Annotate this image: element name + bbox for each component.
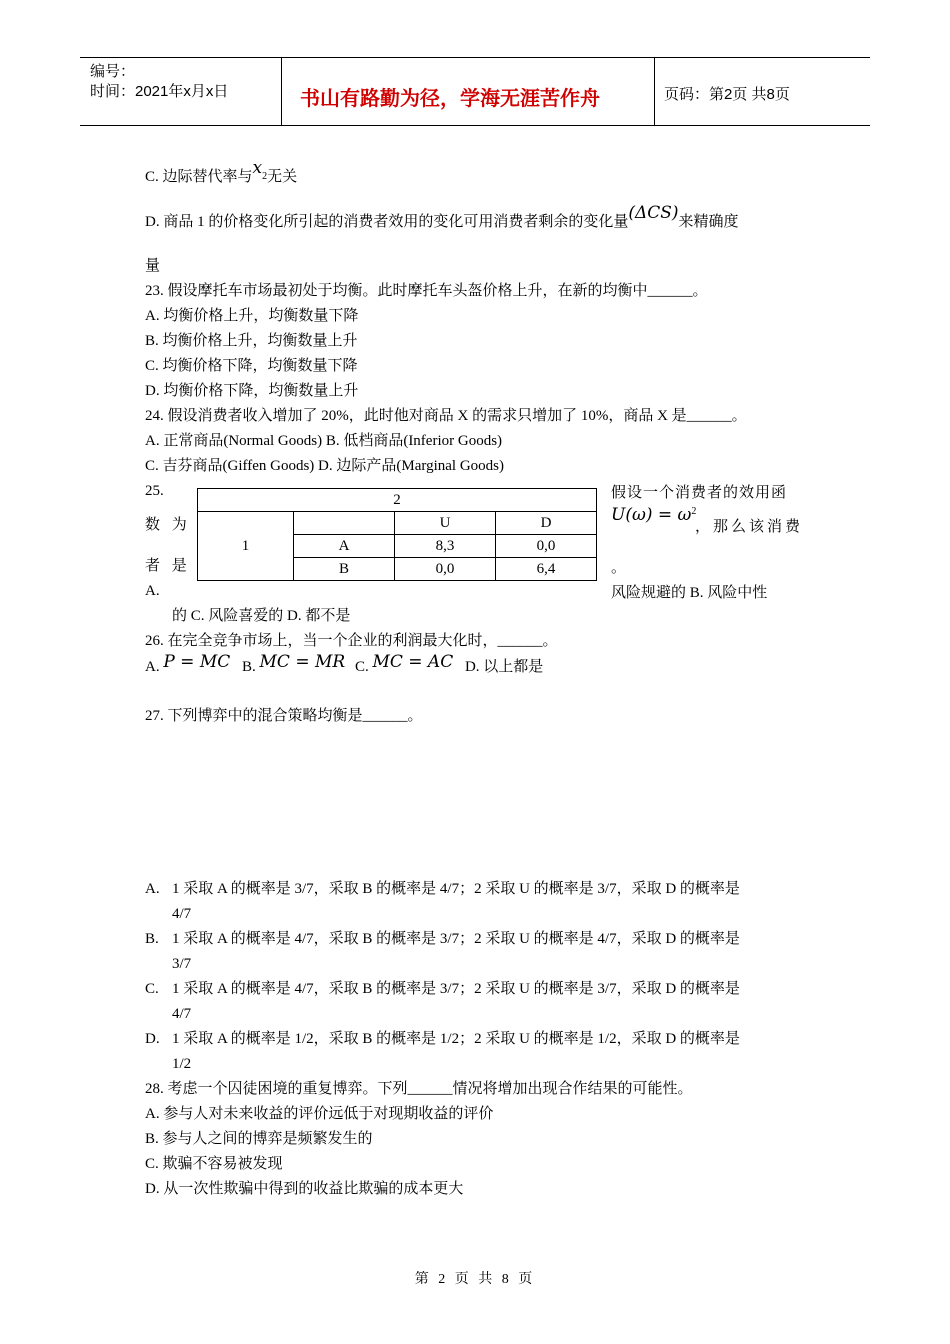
q25-text-left4: A.: [145, 583, 160, 599]
q27-option-b-wrap: 3/7: [172, 956, 192, 972]
q25-utility-function: $U(\omega) = \omega^2$: [611, 505, 697, 525]
q27-option-d: 1 采取 A 的概率是 1/2，采取 B 的概率是 1/2；2 采取 U 的概率是 1/2，采取 D 的概率是: [172, 1031, 740, 1047]
q22-option-d-wrap: 量: [145, 258, 161, 274]
q23-option-c: C. 均衡价格下降，均衡数量下降: [145, 358, 358, 374]
q26-stem: 26. 在完全竞争市场上，当一个企业的利润最大化时，______。: [145, 633, 558, 649]
payoff-cell: 0,0: [496, 535, 597, 558]
q22-option-d: D. 商品 1 的价格变化所引起的消费者效用的变化可用消费者剩余的变化量(ΔCS)来精确度: [145, 203, 739, 230]
q25-text-left3: 者 是: [145, 558, 191, 574]
header-divider: [654, 57, 655, 126]
q22-option-c: C. 边际替代率与$x_2$无关: [145, 158, 298, 185]
q27-option-a-label: A.: [145, 881, 160, 897]
header-bottom-rule: [80, 125, 870, 126]
q27-option-c-label: C.: [145, 981, 159, 997]
q23-option-a: A. 均衡价格上升，均衡数量下降: [145, 308, 359, 324]
table-corner-cell: [294, 512, 395, 535]
q26-options: A. P = MC B. MC = MR C. MC = AC D. 以上都是: [145, 652, 544, 675]
q25-text-right2: ，那么该消费: [695, 519, 804, 535]
q28-option-c: C. 欺骗不容易被发现: [145, 1156, 283, 1172]
q25-text-left2: 数 为: [145, 517, 191, 533]
payoff-cell: 0,0: [395, 558, 496, 581]
q27-option-b-label: B.: [145, 931, 159, 947]
header-page-info: 页码：第2页 共8页: [664, 86, 790, 103]
q27-option-c: 1 采取 A 的概率是 4/7，采取 B 的概率是 3/7；2 采取 U 的概率是 3/7，采取 D 的概率是: [172, 981, 740, 997]
q28-option-a: A. 参与人对未来收益的评价远低于对现期收益的评价: [145, 1106, 494, 1122]
payoff-cell: 6,4: [496, 558, 597, 581]
payoff-cell: 8,3: [395, 535, 496, 558]
q25-text-right1: 假设一个消费者的效用函: [611, 485, 788, 501]
row-label-a: A: [294, 535, 395, 558]
q28-option-d: D. 从一次性欺骗中得到的收益比欺骗的成本更大: [145, 1181, 464, 1197]
header-top-rule: [80, 57, 870, 58]
q24-options-line1: A. 正常商品(Normal Goods) B. 低档商品(Inferior Goods): [145, 433, 503, 449]
col-header-u: U: [395, 512, 496, 535]
q27-option-d-label: D.: [145, 1031, 160, 1047]
header-motto: 书山有路勤为径，学海无涯苦作舟: [300, 86, 600, 110]
q27-option-d-wrap: 1/2: [172, 1056, 192, 1072]
q27-stem: 27. 下列博弈中的混合策略均衡是______。: [145, 708, 423, 724]
doc-number-label: 编号：: [90, 63, 136, 80]
q25-number: 25.: [145, 483, 164, 499]
q27-option-a: 1 采取 A 的概率是 3/7，采取 B 的概率是 4/7；2 采取 U 的概率是 3/7，采取 D 的概率是: [172, 881, 740, 897]
row-label-b: B: [294, 558, 395, 581]
q25-options-line: 的 C. 风险喜爱的 D. 都不是: [172, 608, 351, 624]
q23-option-b: B. 均衡价格上升，均衡数量上升: [145, 333, 358, 349]
q23-option-d: D. 均衡价格下降，均衡数量上升: [145, 383, 359, 399]
q24-stem: 24. 假设消费者收入增加了 20%，此时他对商品 X 的需求只增加了 10%，商品 X 是______。: [145, 408, 747, 424]
q25-options-right: 风险规避的 B. 风险中性: [611, 585, 768, 601]
q27-option-c-wrap: 4/7: [172, 1006, 192, 1022]
q25-text-right3: 。: [611, 560, 627, 576]
q28-stem: 28. 考虑一个囚徒困境的重复博弈。下列______情况将增加出现合作结果的可能性。: [145, 1081, 693, 1097]
doc-time-label: 时间：2021年x月x日: [90, 83, 229, 100]
player1-label: 1: [198, 512, 294, 581]
q28-option-b: B. 参与人之间的博弈是频繁发生的: [145, 1131, 373, 1147]
page-footer: 第 2 页 共 8 页: [414, 1272, 536, 1287]
q23-stem: 23. 假设摩托车市场最初处于均衡。此时摩托车头盔价格上升，在新的均衡中______。: [145, 283, 708, 299]
q24-options-line2: C. 吉芬商品(Giffen Goods) D. 边际产品(Marginal Goods): [145, 458, 504, 474]
col-header-d: D: [496, 512, 597, 535]
player2-label: 2: [198, 489, 597, 512]
header-divider: [281, 57, 282, 126]
q27-option-a-wrap: 4/7: [172, 906, 192, 922]
q27-option-b: 1 采取 A 的概率是 4/7，采取 B 的概率是 3/7；2 采取 U 的概率是 4/7，采取 D 的概率是: [172, 931, 740, 947]
game-payoff-table: [197, 488, 597, 581]
